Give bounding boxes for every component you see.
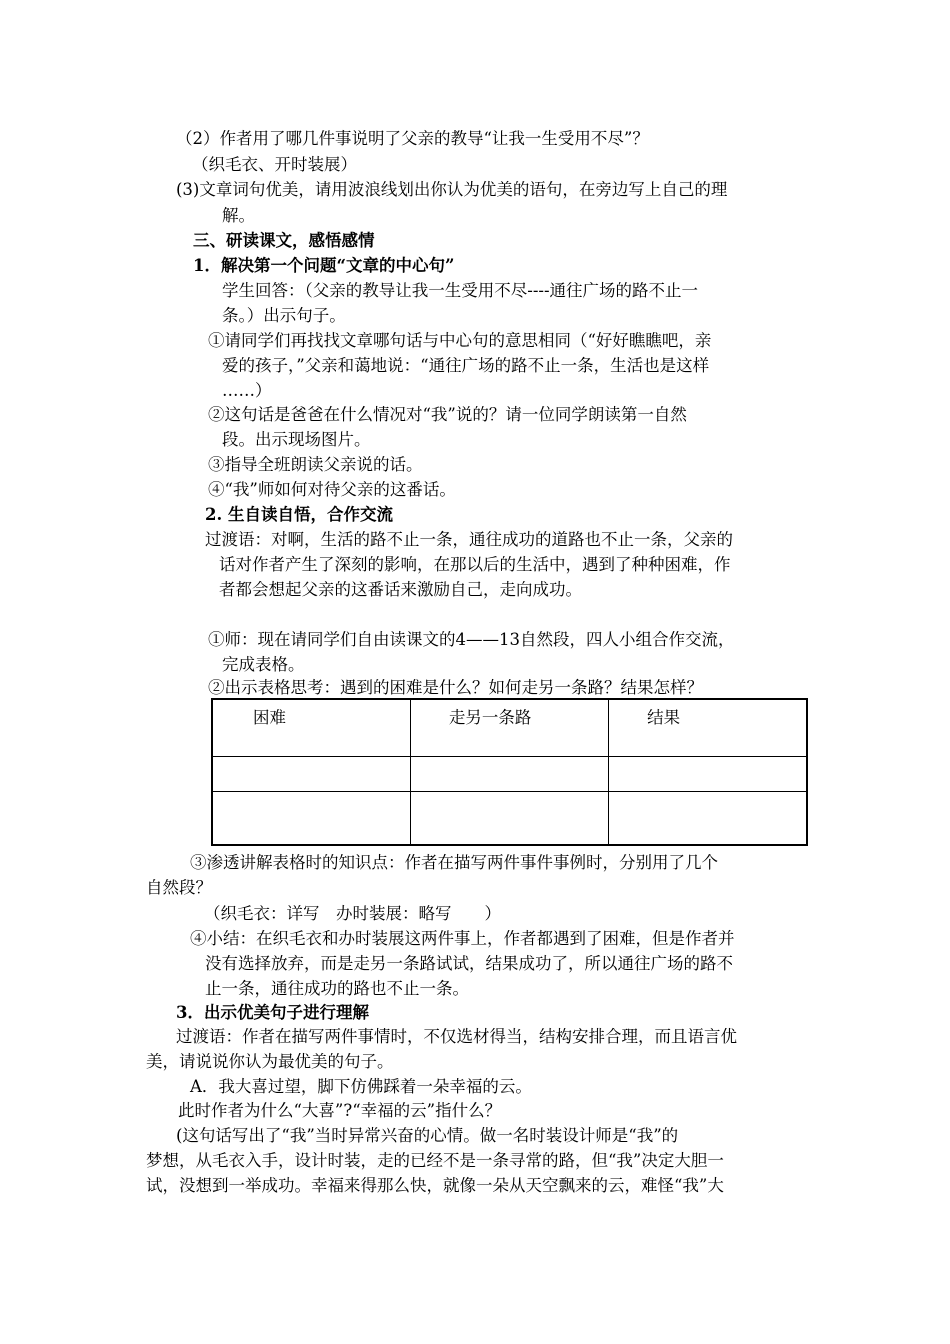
text-line-s1_l1: 学生回答：（父亲的教导让我一生受用不尽----通往广场的路不止一 [222,281,699,300]
text-line-s3_title: 3．出示优美句子进行理解 [176,1003,369,1022]
text-line-s2_i3_3: （织毛衣：详写 办时装展：略写 ） [204,904,501,923]
text-line-s2_i1_1: ①师：现在请同学们自由读课文的4——13自然段，四人小组合作交流， [208,630,735,649]
text-line-s3_l1: 过渡语：作者在描写两件事情时，不仅选材得当，结构安排合理，而且语言优 [176,1027,737,1046]
header-difficulty: 困难 [253,708,286,727]
text-line-s1_l2: 条。）出示句子。 [222,306,346,325]
text-line-s2_title: 2. 生自读自悟，合作交流 [205,505,393,524]
table-cell [609,757,807,792]
text-line-s1_i2_1: ②这句话是爸爸在什么情况对“我”说的？请一位同学朗读第一自然 [208,405,687,424]
text-line-s2_i4_2: 没有选择放弃，而是走另一条路试试，结果成功了，所以通往广场的路不 [205,954,733,973]
text-line-s2_l2: 话对作者产生了深刻的影响，在那以后的生活中，遇到了种种困难，作 [219,555,731,574]
text-line-s3_l2: 美，请说说你认为最优美的句子。 [146,1052,394,1071]
text-line-s2_i2: ②出示表格思考：遇到的困难是什么？如何走另一条路？结果怎样？ [208,678,703,697]
table-header-cell [609,699,807,757]
table-row [212,757,807,792]
table-cell [410,757,608,792]
text-line-s1_i3: ③指导全班朗读父亲说的话。 [208,455,423,474]
text-line-s2_i1_2: 完成表格。 [222,655,305,674]
text-line-s2_i3_2: 自然段？ [146,878,212,897]
text-line-s2_l1: 过渡语：对啊，生活的路不止一条，通往成功的道路也不止一条，父亲的 [205,530,733,549]
text-line-sec3_title: 三、研读课文，感悟感情 [193,231,375,250]
text-line-s2_i4_3: 止一条，通往成功的路也不止一条。 [205,979,469,998]
table-header-cell [410,699,608,757]
text-line-s2_i3_1: ③渗透讲解表格时的知识点：作者在描写两件事件事例时，分别用了几个 [190,853,718,872]
text-line-s2_i4_1: ④小结：在织毛衣和办时装展这两件事上，作者都遇到了困难，但是作者并 [190,929,735,948]
text-line-s1_i1_2: 爱的孩子，”父亲和蔼地说：“通往广场的路不止一条，生活也是这样 [222,356,710,375]
text-line-q2: （2）作者用了哪几件事说明了父亲的教导“让我一生受用不尽”？ [176,129,649,148]
text-line-s3_q: 此时作者为什么“大喜”?“幸福的云”指什么？ [178,1101,502,1120]
text-line-q3_2: 解。 [222,206,255,225]
table-cell [410,792,608,846]
header-result: 结果 [647,708,681,727]
table-cell [212,757,410,792]
text-line-s1_title: 1．解决第一个问题“文章的中心句” [193,256,455,275]
table-header-row [212,699,807,757]
table-cell [212,792,410,846]
text-line-s3_ans1: (这句话写出了“我”当时异常兴奋的心情。做一名时装设计师是“我”的 [176,1126,679,1145]
thinking-table [211,698,808,846]
table-header-cell [212,699,410,757]
text-line-s1_i2_2: 段。出示现场图片。 [222,430,371,449]
text-line-q2_answer: （织毛衣、开时装展） [192,155,357,174]
text-line-s1_i1_3: ……） [222,381,272,400]
table-cell [609,792,807,846]
text-line-s3_a: A．我大喜过望，脚下仿佛踩着一朵幸福的云。 [190,1077,532,1096]
text-line-q3_1: (3)文章词句优美，请用波浪线划出你认为优美的语句，在旁边写上自己的理 [176,180,728,199]
table-row [212,792,807,846]
text-line-s1_i4: ④“我”师如何对待父亲的这番话。 [208,480,456,499]
text-line-s3_ans2: 梦想，从毛衣入手，设计时装，走的已经不是一条寻常的路，但“我”决定大胆一 [146,1151,724,1170]
text-line-s3_ans3: 试，没想到一举成功。幸福来得那么快，就像一朵从天空飘来的云，难怪“我”大 [146,1176,724,1195]
text-line-s2_l3: 者都会想起父亲的这番话来激励自己，走向成功。 [219,580,582,599]
text-line-s1_i1_1: ①请同学们再找找文章哪句话与中心句的意思相同（“好好瞧瞧吧，亲 [208,331,712,350]
header-another-road: 走另一条路 [448,708,532,727]
